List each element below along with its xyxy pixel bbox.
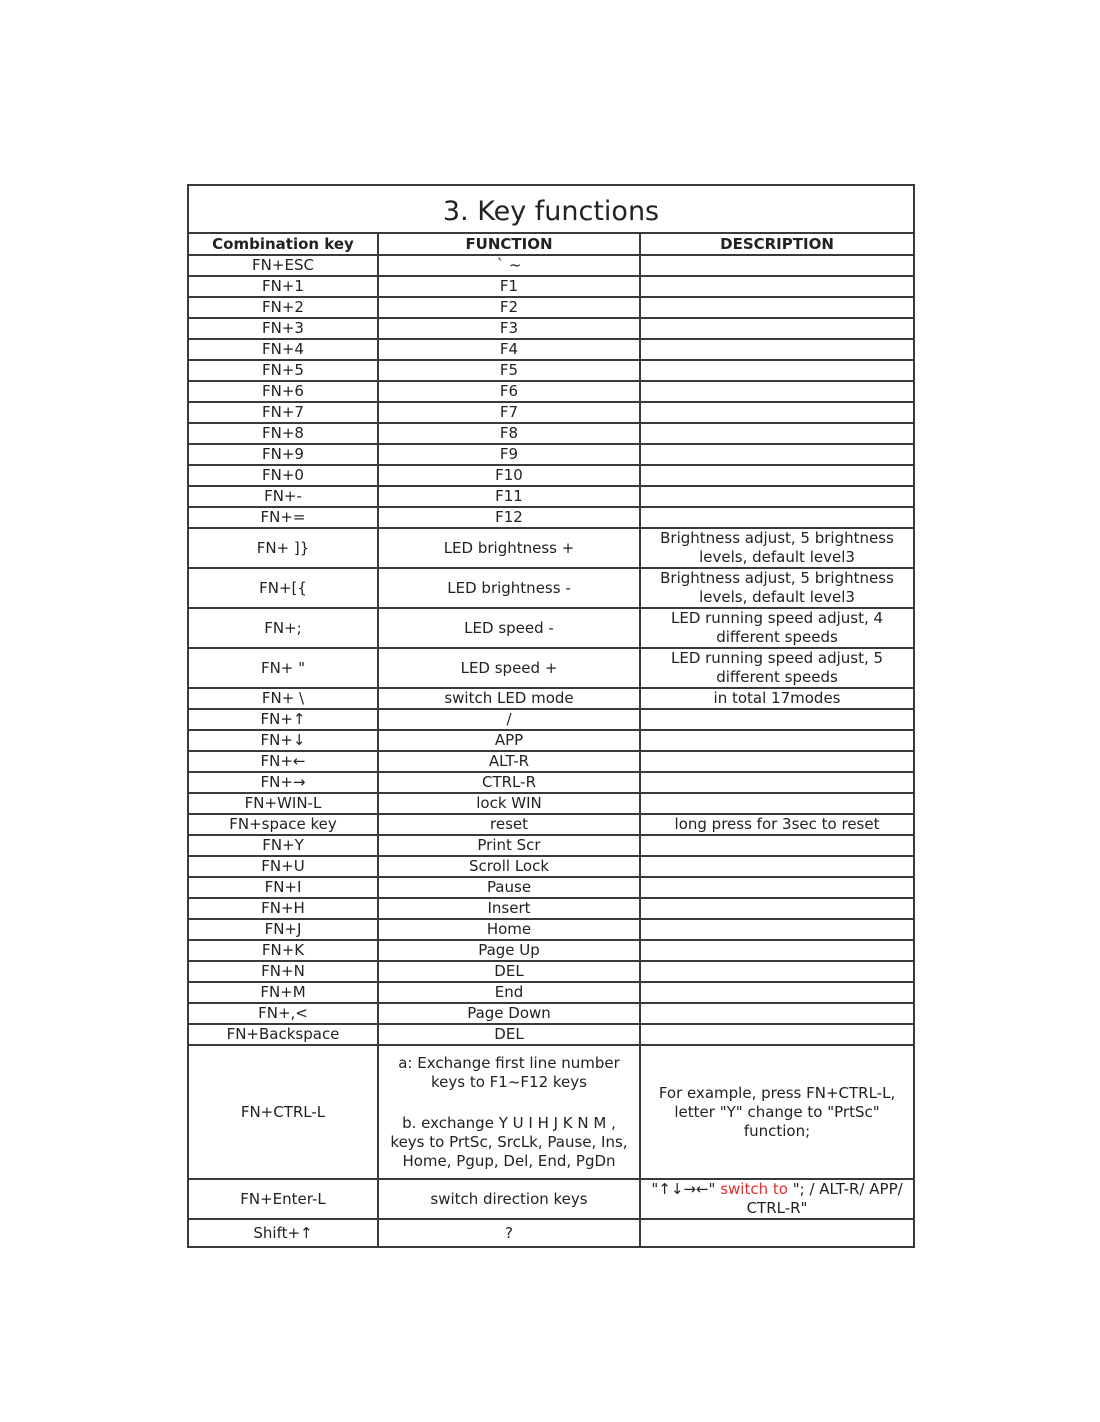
description-cell xyxy=(640,339,914,360)
function-cell: DEL xyxy=(378,1024,640,1045)
table-row xyxy=(188,898,914,919)
function-cell: lock WIN xyxy=(378,793,640,814)
function-cell xyxy=(378,1045,640,1179)
combination-key-cell: FN+ESC xyxy=(188,255,378,276)
function-cell: Page Down xyxy=(378,1003,640,1024)
function-cell: APP xyxy=(378,730,640,751)
combination-key-cell: FN+; xyxy=(188,608,378,648)
table-row xyxy=(188,297,914,318)
function-cell: Home xyxy=(378,919,640,940)
header-description: DESCRIPTION xyxy=(640,233,914,255)
combination-key-cell: FN+Enter-L xyxy=(188,1179,378,1219)
description-cell xyxy=(640,297,914,318)
function-cell: F1 xyxy=(378,276,640,297)
description-cell xyxy=(640,423,914,444)
function-cell: / xyxy=(378,709,640,730)
combination-key-cell: FN+J xyxy=(188,919,378,940)
table-row xyxy=(188,528,914,568)
function-cell: F10 xyxy=(378,465,640,486)
table-row xyxy=(188,772,914,793)
function-cell: F11 xyxy=(378,486,640,507)
function-cell: F12 xyxy=(378,507,640,528)
table-row xyxy=(188,1045,914,1179)
function-cell: F7 xyxy=(378,402,640,423)
combination-key-cell: FN+↑ xyxy=(188,709,378,730)
function-cell: Insert xyxy=(378,898,640,919)
table-title: 3. Key functions xyxy=(188,185,914,233)
table-row xyxy=(188,877,914,898)
description-cell xyxy=(640,982,914,1003)
combination-key-cell: FN+9 xyxy=(188,444,378,465)
description-cell xyxy=(640,486,914,507)
combination-key-cell: FN+ \ xyxy=(188,688,378,709)
combination-key-cell: FN+0 xyxy=(188,465,378,486)
table-row xyxy=(188,1179,914,1219)
description-cell xyxy=(640,919,914,940)
combination-key-cell: FN+↓ xyxy=(188,730,378,751)
description-cell: LED running speed adjust, 5 different speeds xyxy=(640,648,914,688)
key-functions-table xyxy=(187,184,915,1248)
function-note-b: b. exchange Y U I H J K N M , keys to PrtSc, SrcLk, Pause, Ins, Home, Pgup, Del, End, PgDn xyxy=(390,1113,628,1170)
function-note-a: a: Exchange first line number keys to F1~F12 keys xyxy=(398,1053,620,1091)
description-cell xyxy=(640,898,914,919)
key-functions-sheet xyxy=(187,184,913,1248)
description-cell: in total 17modes xyxy=(640,688,914,709)
combination-key-cell: FN+[{ xyxy=(188,568,378,608)
table-row xyxy=(188,402,914,423)
function-cell: F6 xyxy=(378,381,640,402)
description-cell: For example, press FN+CTRL-L, letter "Y" change to "PrtSc" function; xyxy=(640,1045,914,1179)
function-cell: ? xyxy=(378,1219,640,1247)
function-cell: ALT-R xyxy=(378,751,640,772)
combination-key-cell: FN+← xyxy=(188,751,378,772)
combination-key-cell: FN+= xyxy=(188,507,378,528)
function-cell: DEL xyxy=(378,961,640,982)
table-row xyxy=(188,961,914,982)
function-cell: End xyxy=(378,982,640,1003)
function-cell: LED speed - xyxy=(378,608,640,648)
table-row xyxy=(188,709,914,730)
combination-key-cell: FN+N xyxy=(188,961,378,982)
switch-to-text: switch to xyxy=(720,1180,788,1198)
function-cell: F5 xyxy=(378,360,640,381)
function-cell: Pause xyxy=(378,877,640,898)
function-cell: Print Scr xyxy=(378,835,640,856)
combination-key-cell: FN+5 xyxy=(188,360,378,381)
table-body xyxy=(188,255,914,1247)
table-row xyxy=(188,793,914,814)
table-row xyxy=(188,381,914,402)
table-row xyxy=(188,423,914,444)
function-cell: F3 xyxy=(378,318,640,339)
combination-key-cell: FN+→ xyxy=(188,772,378,793)
combination-key-cell: FN+1 xyxy=(188,276,378,297)
function-cell: F4 xyxy=(378,339,640,360)
combination-key-cell: Shift+↑ xyxy=(188,1219,378,1247)
combination-key-cell: FN+Backspace xyxy=(188,1024,378,1045)
description-cell xyxy=(640,835,914,856)
table-row xyxy=(188,982,914,1003)
description-cell xyxy=(640,318,914,339)
description-cell xyxy=(640,940,914,961)
table-row xyxy=(188,919,914,940)
table-row xyxy=(188,255,914,276)
description-cell xyxy=(640,1179,914,1219)
combination-key-cell: FN+Y xyxy=(188,835,378,856)
combination-key-cell: FN+2 xyxy=(188,297,378,318)
combination-key-cell: FN+M xyxy=(188,982,378,1003)
description-cell xyxy=(640,276,914,297)
function-cell: F8 xyxy=(378,423,640,444)
table-row xyxy=(188,648,914,688)
combination-key-cell: FN+4 xyxy=(188,339,378,360)
header-function: FUNCTION xyxy=(378,233,640,255)
description-cell xyxy=(640,793,914,814)
description-cell xyxy=(640,961,914,982)
description-cell: Brightness adjust, 5 brightness levels, default level3 xyxy=(640,528,914,568)
combination-key-cell: FN+6 xyxy=(188,381,378,402)
combination-key-cell: FN+U xyxy=(188,856,378,877)
direction-targets-text: "; / ALT-R/ APP/ CTRL-R" xyxy=(746,1180,903,1217)
description-cell xyxy=(640,1024,914,1045)
table-row xyxy=(188,1219,914,1247)
description-cell xyxy=(640,730,914,751)
combination-key-cell: FN+ " xyxy=(188,648,378,688)
table-row xyxy=(188,318,914,339)
function-cell: LED brightness + xyxy=(378,528,640,568)
combination-key-cell: FN+space key xyxy=(188,814,378,835)
table-row xyxy=(188,360,914,381)
table-row xyxy=(188,507,914,528)
function-cell: LED speed + xyxy=(378,648,640,688)
function-cell: reset xyxy=(378,814,640,835)
table-row xyxy=(188,730,914,751)
combination-key-cell: FN+I xyxy=(188,877,378,898)
function-cell: Scroll Lock xyxy=(378,856,640,877)
table-row xyxy=(188,465,914,486)
table-row xyxy=(188,276,914,297)
function-cell: F9 xyxy=(378,444,640,465)
direction-arrows-text: "↑↓→←" xyxy=(651,1180,716,1198)
description-cell xyxy=(640,1219,914,1247)
combination-key-cell: FN+,< xyxy=(188,1003,378,1024)
function-cell: LED brightness - xyxy=(378,568,640,608)
description-cell xyxy=(640,751,914,772)
description-cell xyxy=(640,444,914,465)
function-cell: switch LED mode xyxy=(378,688,640,709)
combination-key-cell: FN+8 xyxy=(188,423,378,444)
description-cell xyxy=(640,709,914,730)
combination-key-cell: FN+7 xyxy=(188,402,378,423)
table-row xyxy=(188,339,914,360)
table-row xyxy=(188,688,914,709)
description-cell xyxy=(640,381,914,402)
table-row xyxy=(188,835,914,856)
table-row xyxy=(188,444,914,465)
description-cell: LED running speed adjust, 4 different speeds xyxy=(640,608,914,648)
table-row xyxy=(188,940,914,961)
description-cell: long press for 3sec to reset xyxy=(640,814,914,835)
function-cell: switch direction keys xyxy=(378,1179,640,1219)
description-cell xyxy=(640,255,914,276)
description-cell xyxy=(640,465,914,486)
description-cell xyxy=(640,360,914,381)
table-row xyxy=(188,751,914,772)
function-cell: Page Up xyxy=(378,940,640,961)
combination-key-cell: FN+ ]} xyxy=(188,528,378,568)
table-row xyxy=(188,608,914,648)
description-cell xyxy=(640,402,914,423)
table-row xyxy=(188,856,914,877)
header-combination-key: Combination key xyxy=(188,233,378,255)
combination-key-cell: FN+H xyxy=(188,898,378,919)
combination-key-cell: FN+K xyxy=(188,940,378,961)
table-row xyxy=(188,814,914,835)
description-cell xyxy=(640,772,914,793)
combination-key-cell: FN+CTRL-L xyxy=(188,1045,378,1179)
description-cell xyxy=(640,507,914,528)
table-row xyxy=(188,1003,914,1024)
description-cell xyxy=(640,1003,914,1024)
function-cell: F2 xyxy=(378,297,640,318)
function-cell: ` ~ xyxy=(378,255,640,276)
function-cell: CTRL-R xyxy=(378,772,640,793)
description-cell: Brightness adjust, 5 brightness levels, default level3 xyxy=(640,568,914,608)
description-cell xyxy=(640,856,914,877)
table-row xyxy=(188,486,914,507)
table-row xyxy=(188,568,914,608)
combination-key-cell: FN+- xyxy=(188,486,378,507)
description-cell xyxy=(640,877,914,898)
combination-key-cell: FN+WIN-L xyxy=(188,793,378,814)
table-row xyxy=(188,1024,914,1045)
combination-key-cell: FN+3 xyxy=(188,318,378,339)
